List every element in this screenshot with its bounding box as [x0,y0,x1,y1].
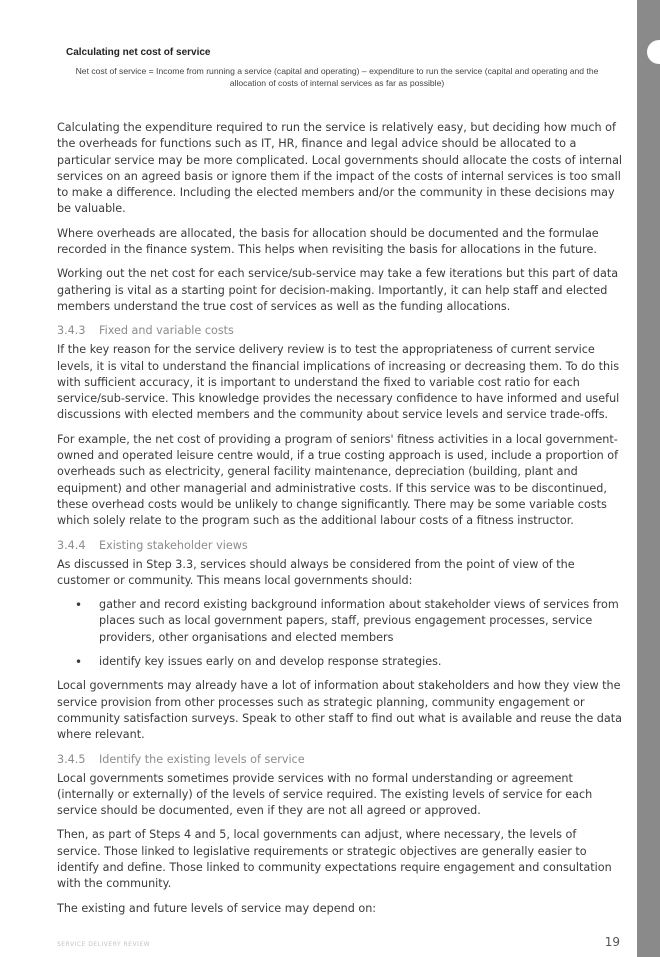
paragraph: Calculating the expenditure required to run the service is relatively easy, but deciding how much of the overheads for functions such as IT, HR, finance and legal advice should be allocated to a particular service may be more complicated. Local governments should allocate the costs of internal services on an agreed basis or ignore them if the impact of the costs of internal services is too small to make a difference. Including the elected members and/or the community in these decisions may be valuable. [57,121,623,216]
page-number: 19 [604,935,620,949]
section-number: 3.4.3 [57,324,86,338]
paragraph: Where overheads are allocated, the basis for allocation should be documented and the formulae recorded in the finance system. This helps when revisiting the basis for allocations in the future. [57,226,599,257]
section-heading-3-4-3 [57,323,623,339]
net-cost-formula: Net cost of service = Income from running a service (capital and operating) – expenditure to run the service (capital and operating and the allocation of costs of internal services as far as possible) [75,66,599,88]
list-item-text: identify key issues early on and develop response strategies. [99,655,442,669]
main-content [57,120,623,925]
section-number: 3.4.4 [57,538,86,552]
section-heading-3-4-5 [57,752,623,768]
box-title: Calculating net cost of service [66,47,211,58]
list-item-text: gather and record existing background information about stakeholder views of services from places such as local government papers, staff, previous engagement processes, service providers, other organisations and elected members [99,598,619,644]
paragraph: Then, as part of Steps 4 and 5, local governments can adjust, where necessary, the levels of service. Those linked to legislative requirements or strategic objectives are generally easier to identify and define. Those linked to community expectations require engagement and consultation with the community. [57,828,612,891]
paragraph: As discussed in Step 3.3, services should always be considered from the point of view of the customer or community. This means local governments should: [57,557,575,587]
section-title: Fixed and variable costs [99,324,234,338]
paragraph: If the key reason for the service delivery review is to test the appropriateness of current service levels, it is vital to understand the financial implications of increasing or decreasing them. To do this with sufficient accuracy, it is important to understand the fixed to variable cost ratio for each service/sub-service. This knowledge provides the necessary confidence to have informed and useful discussions with elected members and the community about service levels and service trade-offs. [57,343,620,422]
bullet-list [57,597,623,670]
paragraph: For example, the net cost of providing a program of seniors' fitness activities in a local government-owned and operated leisure centre would, if a true costing approach is used, include a proportion of overheads such as electricity, general facility maintenance, depreciation (building, plant and equipment) and other managerial and administrative costs. If this service was to be discontinued, these overhead costs would be unlikely to change significantly. There may be some variable costs which solely relate to the program such as the additional labour costs of a fitness instructor. [57,432,619,528]
paragraph: Local governments sometimes provide services with no formal understanding or agreement (internally or externally) of the levels of service required. The existing levels of service for each service should be documented, even if they are not all agreed or approved. [57,771,593,818]
section-heading-3-4-4 [57,538,623,554]
list-item [57,597,623,646]
paragraph: Working out the net cost for each service/sub-service may take a few iterations but this part of data gathering is vital as a starting point for decision-making. Importantly, it can help staff and elected members understand the true cost of services as well as the funding allocations. [57,267,619,313]
section-title: Identify the existing levels of service [99,752,305,766]
page-edge-sidebar [637,0,660,957]
list-item [57,654,623,670]
sidebar-tab-marker [647,40,660,64]
section-title: Existing stakeholder views [99,538,248,552]
section-number: 3.4.5 [57,752,86,766]
paragraph: The existing and future levels of service may depend on: [57,901,377,915]
footer-document-title: SERVICE DELIVERY REVIEW [57,941,151,948]
bullet-icon: • [75,598,83,613]
paragraph: Local governments may already have a lot of information about stakeholders and how they view the service provision from other processes such as strategic planning, community engagement or community satisfaction surveys. Speak to other staff to find out what is available and reuse the data where relevant. [57,679,622,742]
bullet-icon: • [75,655,83,670]
